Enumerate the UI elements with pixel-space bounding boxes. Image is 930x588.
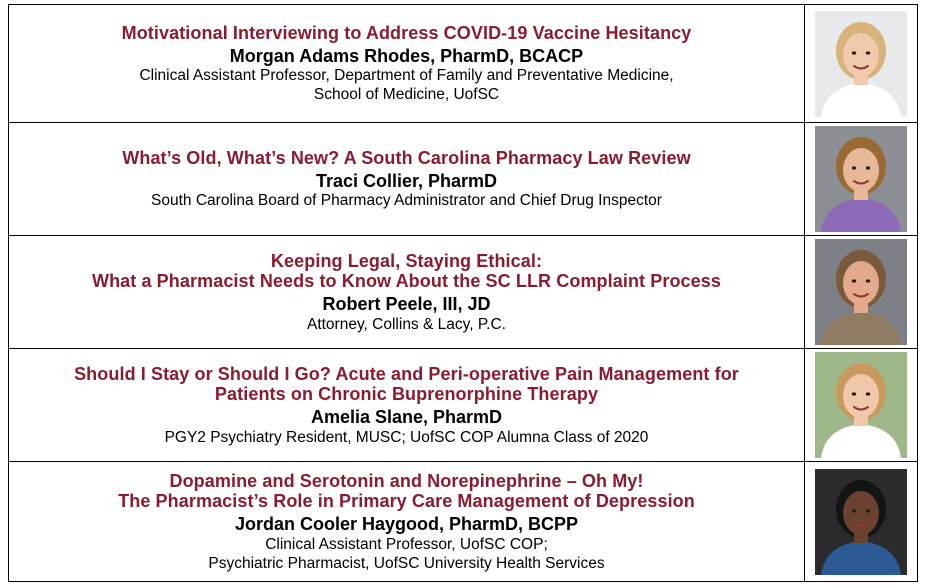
speaker-name: Jordan Cooler Haygood, PharmD, BCPP bbox=[234, 514, 579, 535]
session-details bbox=[9, 123, 805, 236]
session-title-line: Keeping Legal, Staying Ethical: bbox=[270, 250, 543, 271]
speaker-photo-icon bbox=[815, 352, 907, 458]
affiliation-line: School of Medicine, UofSC bbox=[313, 86, 500, 104]
session-title-line: Dopamine and Serotonin and Norepinephrine – Oh My! bbox=[169, 470, 644, 491]
session-title-line: The Pharmacist’s Role in Primary Care Management of Depression bbox=[118, 491, 695, 512]
affiliation-line: PGY2 Psychiatry Resident, MUSC; UofSC COP Alumna Class of 2020 bbox=[164, 428, 649, 446]
speaker-photo-icon bbox=[815, 126, 907, 232]
session-title bbox=[9, 471, 804, 512]
speaker-affiliation bbox=[9, 536, 804, 573]
session-row bbox=[9, 349, 918, 462]
session-title-line: What a Pharmacist Needs to Know About the SC LLR Complaint Process bbox=[91, 271, 721, 292]
session-title bbox=[9, 364, 804, 405]
affiliation-line: Psychiatric Pharmacist, UofSC University Health Services bbox=[208, 554, 605, 572]
affiliation-line: South Carolina Board of Pharmacy Administrator and Chief Drug Inspector bbox=[151, 192, 662, 210]
session-row bbox=[9, 5, 918, 123]
affiliation-line: Clinical Assistant Professor, Department of Family and Preventative Medicine, bbox=[139, 67, 674, 85]
speaker-photo-icon bbox=[815, 11, 907, 117]
session-title bbox=[9, 23, 804, 44]
speaker-affiliation bbox=[9, 316, 804, 334]
session-details bbox=[9, 5, 805, 123]
session-row bbox=[9, 236, 918, 349]
speaker-photo-icon bbox=[815, 239, 907, 345]
speaker-affiliation bbox=[9, 192, 804, 210]
session-row bbox=[9, 462, 918, 582]
session-details bbox=[9, 462, 805, 582]
photo-cell bbox=[805, 236, 918, 349]
speaker-name: Amelia Slane, PharmD bbox=[310, 406, 503, 427]
session-details bbox=[9, 349, 805, 462]
session-title-line: Motivational Interviewing to Address COVID-19 Vaccine Hesitancy bbox=[121, 23, 692, 43]
photo-cell bbox=[805, 123, 918, 236]
affiliation-line: Clinical Assistant Professor, UofSC COP; bbox=[265, 535, 548, 553]
session-title bbox=[9, 251, 804, 292]
photo-cell bbox=[805, 462, 918, 582]
speaker-affiliation bbox=[9, 67, 804, 104]
speaker-name: Morgan Adams Rhodes, PharmD, BCACP bbox=[229, 45, 584, 66]
speaker-name: Traci Collier, PharmD bbox=[315, 170, 498, 191]
session-row bbox=[9, 123, 918, 236]
speaker-affiliation bbox=[9, 429, 804, 447]
session-title-line: Patients on Chronic Buprenorphine Therapy bbox=[214, 384, 599, 405]
session-title-line: Should I Stay or Should I Go? Acute and Peri-operative Pain Management for bbox=[74, 363, 739, 384]
photo-cell bbox=[805, 5, 918, 123]
speaker-schedule-table bbox=[8, 4, 918, 582]
speaker-name: Robert Peele, III, JD bbox=[322, 293, 491, 314]
affiliation-line: Attorney, Collins & Lacy, P.C. bbox=[306, 315, 506, 333]
photo-cell bbox=[805, 349, 918, 462]
session-details bbox=[9, 236, 805, 349]
session-title bbox=[9, 148, 804, 169]
speaker-photo-icon bbox=[815, 469, 907, 575]
session-title-line: What’s Old, What’s New? A South Carolina Pharmacy Law Review bbox=[122, 147, 691, 168]
